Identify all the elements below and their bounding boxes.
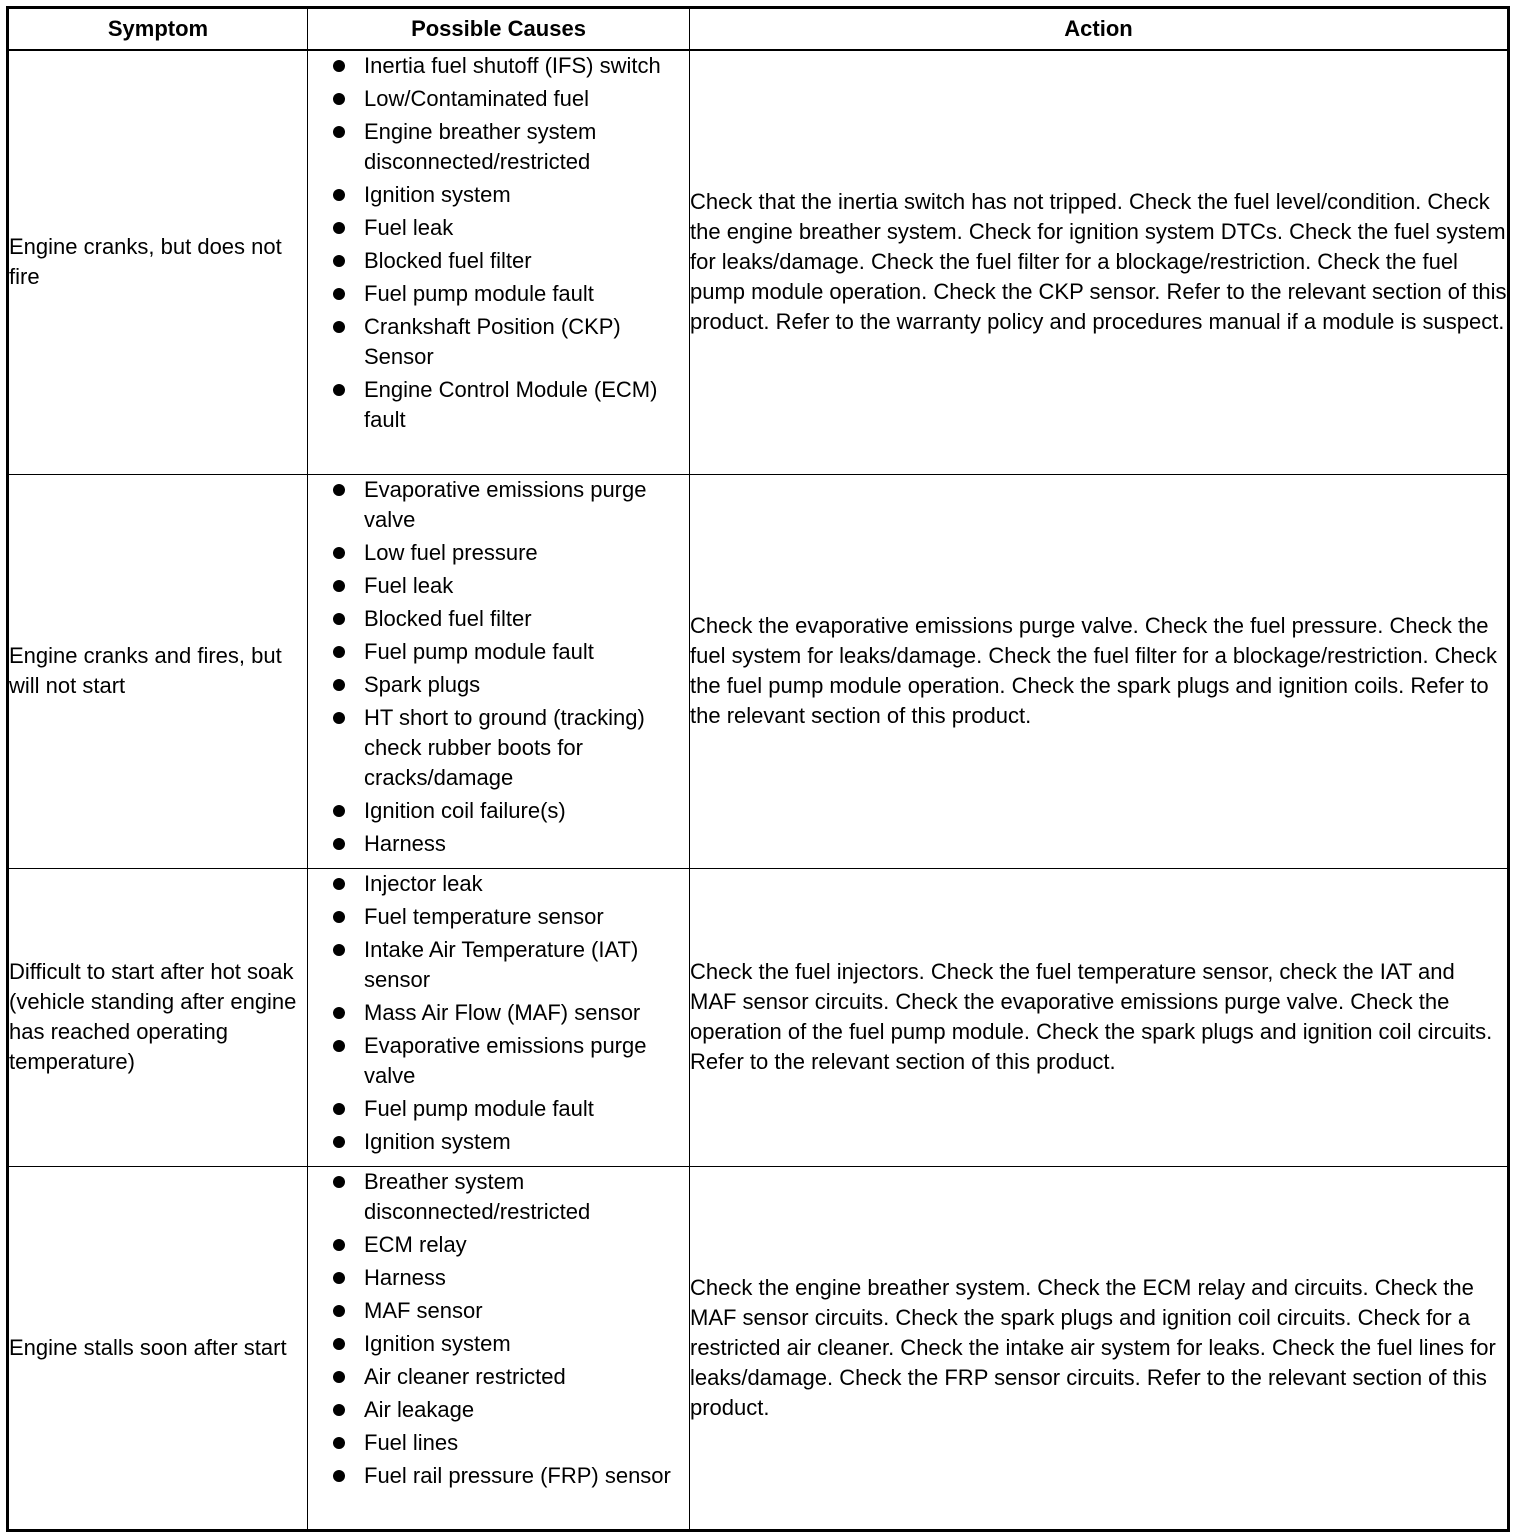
cause-item (308, 1230, 689, 1260)
cause-text: Crankshaft Position (CKP) Sensor (364, 314, 621, 369)
bullet-icon (333, 1437, 345, 1449)
header-possible-causes: Possible Causes (308, 8, 690, 51)
cause-item (308, 604, 689, 634)
cause-item (308, 1031, 689, 1091)
bullet-icon (333, 944, 345, 956)
bullet-icon (333, 222, 345, 234)
causes-list (308, 1167, 689, 1491)
cause-item (308, 475, 689, 535)
bullet-icon (333, 1470, 345, 1482)
cause-item (308, 1395, 689, 1425)
bullet-icon (333, 1176, 345, 1188)
bullet-icon (333, 484, 345, 496)
cause-text: Inertia fuel shutoff (IFS) switch (364, 53, 661, 78)
bullet-icon (333, 1136, 345, 1148)
bullet-icon (333, 384, 345, 396)
table-row (8, 474, 1509, 868)
cause-item (308, 213, 689, 243)
cause-item (308, 375, 689, 435)
cause-text: Fuel pump module fault (364, 1095, 594, 1121)
bullet-icon (333, 1040, 345, 1052)
cause-text: Ignition system (364, 182, 511, 207)
cause-item (308, 902, 689, 932)
cause-text: Intake Air Temperature (IAT) sensor (364, 936, 639, 992)
cause-item (308, 1263, 689, 1293)
cause-item (308, 796, 689, 826)
cause-item (308, 117, 689, 177)
causes-list (308, 475, 689, 859)
cause-item (308, 1167, 689, 1227)
cause-text: Fuel leak (364, 572, 454, 598)
cause-text: Air leakage (364, 1396, 475, 1422)
bullet-icon (333, 1338, 345, 1350)
cause-item (308, 637, 689, 667)
cause-item (308, 1296, 689, 1326)
cause-item (308, 1094, 689, 1124)
bullet-icon (333, 646, 345, 658)
cause-text: Ignition system (364, 1128, 511, 1154)
symptom-cell: Engine cranks, but does not fire (8, 50, 308, 474)
cause-text: Fuel pump module fault (364, 281, 594, 306)
bullet-icon (333, 838, 345, 850)
action-cell: Check that the inertia switch has not tripped. Check the fuel level/condition. Check the engine breather system. Check for ignition system DTCs. Check the fuel system for leaks/damage. Check the fuel filter for a blockage/restriction. Check the fuel pump module operation. Check the CKP sensor. Refer to the relevant section of this product. Refer to the warranty policy and procedures manual if a module is suspect. (690, 50, 1509, 474)
diagnostic-table (6, 6, 1510, 1532)
cause-text: Spark plugs (364, 671, 481, 697)
bullet-icon (333, 547, 345, 559)
cause-item (308, 246, 689, 276)
bullet-icon (333, 321, 345, 333)
cause-item (308, 180, 689, 210)
cause-item (308, 1127, 689, 1157)
cause-text: Harness (364, 1264, 446, 1290)
bullet-icon (333, 1007, 345, 1019)
cause-text: Blocked fuel filter (364, 605, 532, 631)
cause-text: Evaporative emissions purge valve (364, 476, 647, 532)
cause-text: Mass Air Flow (MAF) sensor (364, 999, 641, 1025)
symptom-cell: Engine cranks and fires, but will not start (8, 474, 308, 868)
cause-text: Evaporative emissions purge valve (364, 1032, 647, 1088)
bullet-icon (333, 679, 345, 691)
causes-cell (308, 1166, 690, 1530)
action-cell: Check the fuel injectors. Check the fuel temperature sensor, check the IAT and MAF sensor circuits. Check the evaporative emissions purge valve. Check the operation of the fuel pump module. Check the spark plugs and ignition coil circuits. Refer to the relevant section of this product. (690, 868, 1509, 1166)
symptom-cell: Difficult to start after hot soak (vehicle standing after engine has reached operating temperature) (8, 868, 308, 1166)
cause-text: Fuel pump module fault (364, 638, 594, 664)
bullet-icon (333, 1103, 345, 1115)
bullet-icon (333, 613, 345, 625)
causes-cell (308, 474, 690, 868)
cause-text: Ignition coil failure(s) (364, 797, 566, 823)
bullet-icon (333, 1371, 345, 1383)
cause-item (308, 1362, 689, 1392)
bullet-icon (333, 805, 345, 817)
bullet-icon (333, 1239, 345, 1251)
cause-item (308, 670, 689, 700)
action-cell: Check the evaporative emissions purge valve. Check the fuel pressure. Check the fuel system for leaks/damage. Check the fuel filter for a blockage/restriction. Check the fuel pump module operation. Check the spark plugs and ignition coils. Refer to the relevant section of this product. (690, 474, 1509, 868)
bullet-icon (333, 1404, 345, 1416)
cause-item (308, 869, 689, 899)
cause-item (308, 538, 689, 568)
bullet-icon (333, 911, 345, 923)
causes-list (308, 51, 689, 435)
bullet-icon (333, 878, 345, 890)
table-row (8, 1166, 1509, 1530)
bullet-icon (333, 288, 345, 300)
cause-text: MAF sensor (364, 1297, 483, 1323)
cause-item (308, 312, 689, 372)
header-action: Action (690, 8, 1509, 51)
cause-text: Fuel lines (364, 1429, 459, 1455)
table-row (8, 868, 1509, 1166)
bullet-icon (333, 712, 345, 724)
bullet-icon (333, 1305, 345, 1317)
causes-list (308, 869, 689, 1157)
cause-item (308, 51, 689, 81)
cause-text: Fuel leak (364, 215, 454, 240)
header-symptom: Symptom (8, 8, 308, 51)
cause-text: Harness (364, 830, 446, 856)
bullet-icon (333, 189, 345, 201)
cause-text: ECM relay (364, 1231, 467, 1257)
table-row (8, 50, 1509, 474)
cause-item (308, 1461, 689, 1491)
cause-text: Engine Control Module (ECM) fault (364, 377, 658, 432)
cause-text: Ignition system (364, 1330, 511, 1356)
cause-text: HT short to ground (tracking) check rubber boots for cracks/damage (364, 704, 645, 790)
cause-text: Blocked fuel filter (364, 248, 532, 273)
bullet-icon (333, 93, 345, 105)
cause-text: Injector leak (364, 870, 483, 896)
bullet-icon (333, 255, 345, 267)
bullet-icon (333, 126, 345, 138)
cause-text: Breather system disconnected/restricted (364, 1168, 591, 1224)
causes-cell (308, 50, 690, 474)
cause-item (308, 279, 689, 309)
cause-item (308, 829, 689, 859)
cause-text: Engine breather system disconnected/restricted (364, 119, 597, 174)
causes-cell (308, 868, 690, 1166)
cause-item (308, 935, 689, 995)
cause-item (308, 84, 689, 114)
bullet-icon (333, 1272, 345, 1284)
action-cell: Check the engine breather system. Check the ECM relay and circuits. Check the MAF sensor circuits. Check the spark plugs and ignition coil circuits. Check for a restricted air cleaner. Check the intake air system for leaks. Check the fuel lines for leaks/damage. Check the FRP sensor circuits. Refer to the relevant section of this product. (690, 1166, 1509, 1530)
symptom-cell: Engine stalls soon after start (8, 1166, 308, 1530)
cause-item (308, 703, 689, 793)
cause-text: Fuel rail pressure (FRP) sensor (364, 1462, 671, 1488)
cause-text: Air cleaner restricted (364, 1363, 566, 1389)
bullet-icon (333, 580, 345, 592)
cause-item (308, 571, 689, 601)
cause-item (308, 1329, 689, 1359)
cause-text: Low fuel pressure (364, 539, 538, 565)
cause-text: Low/Contaminated fuel (364, 86, 590, 111)
cause-item (308, 998, 689, 1028)
cause-item (308, 1428, 689, 1458)
bullet-icon (333, 60, 345, 72)
header-row (8, 8, 1509, 51)
cause-text: Fuel temperature sensor (364, 903, 604, 929)
